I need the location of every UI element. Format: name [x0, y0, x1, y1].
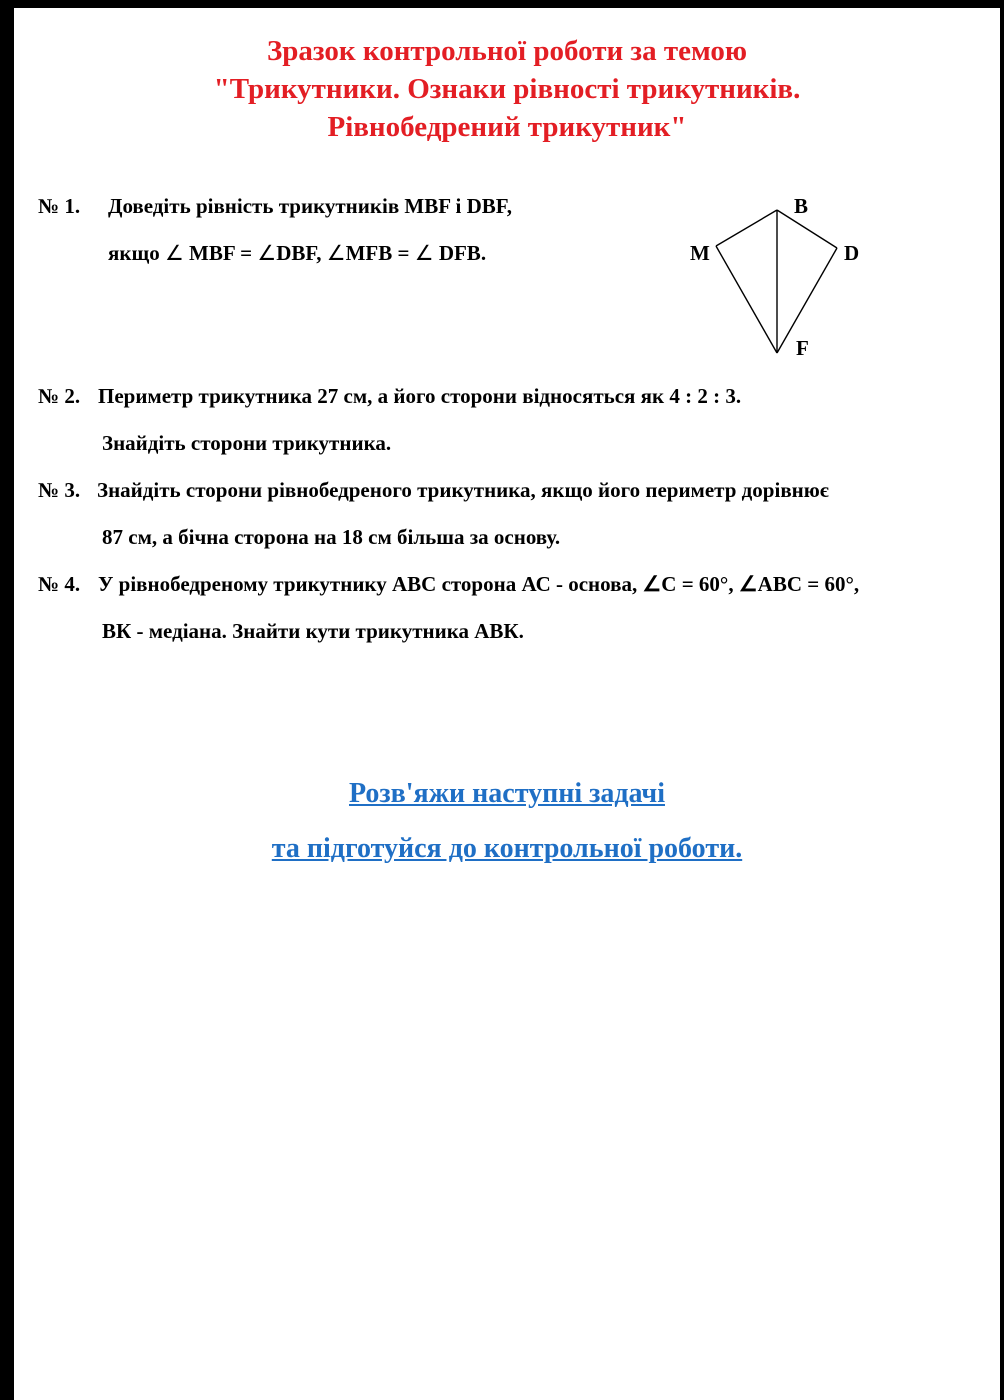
- footer-link-solve-problems[interactable]: Розв'яжи наступні задачі: [349, 778, 665, 809]
- task-3-line-1: Знайдіть сторони рівнобедреного трикутника, якщо його периметр дорівнює: [97, 478, 829, 502]
- footer-link-prepare-test[interactable]: та підготуйся до контрольної роботи.: [271, 833, 743, 864]
- angle-symbol: ∠: [326, 241, 346, 265]
- segment-mb: [716, 210, 777, 246]
- title-line-2: "Трикутники. Ознаки рівності трикутників.: [213, 73, 801, 105]
- title-line-3: Рівнобедрений трикутник": [327, 111, 687, 143]
- angle-symbol: ∠: [164, 241, 184, 265]
- task-4-number: № 4.: [38, 572, 81, 596]
- point-label-f: F: [796, 336, 809, 360]
- point-label-m: M: [690, 241, 710, 265]
- angle-symbol: ∠: [414, 241, 434, 265]
- task-1-line-2: якщо ∠ MBF = ∠DBF, ∠MFB = ∠ DFB.: [108, 241, 487, 265]
- task-3-line-2: 87 см, а бічна сторона на 18 см більша за основу.: [102, 525, 561, 549]
- document-page: [14, 8, 1000, 1400]
- task-4-line-1: У рівнобедреному трикутнику АВС сторона АС - основа, ∠С = 60°, ∠АВС = 60°,: [98, 572, 860, 596]
- point-label-b: B: [794, 194, 809, 218]
- kite-figure: [14, 8, 1000, 408]
- task-4-line-2: ВК - медіана. Знайти кути трикутника АВК.: [102, 619, 524, 643]
- angle-symbol: ∠: [257, 241, 277, 265]
- task-2-number: № 2.: [38, 384, 81, 408]
- task-3-number: № 3.: [38, 478, 81, 502]
- task-2-line-1: Периметр трикутника 27 см, а його сторони відносяться як 4 : 2 : 3.: [98, 384, 742, 408]
- segment-md: [716, 246, 777, 353]
- task-1-line-1: Доведіть рівність трикутників MBF і DBF,: [108, 194, 512, 218]
- point-label-d: D: [844, 241, 860, 265]
- task-2-line-2: Знайдіть сторони трикутника.: [102, 431, 392, 455]
- title-line-1: Зразок контрольної роботи за темою: [266, 35, 747, 67]
- task-1-number: № 1.: [38, 194, 81, 218]
